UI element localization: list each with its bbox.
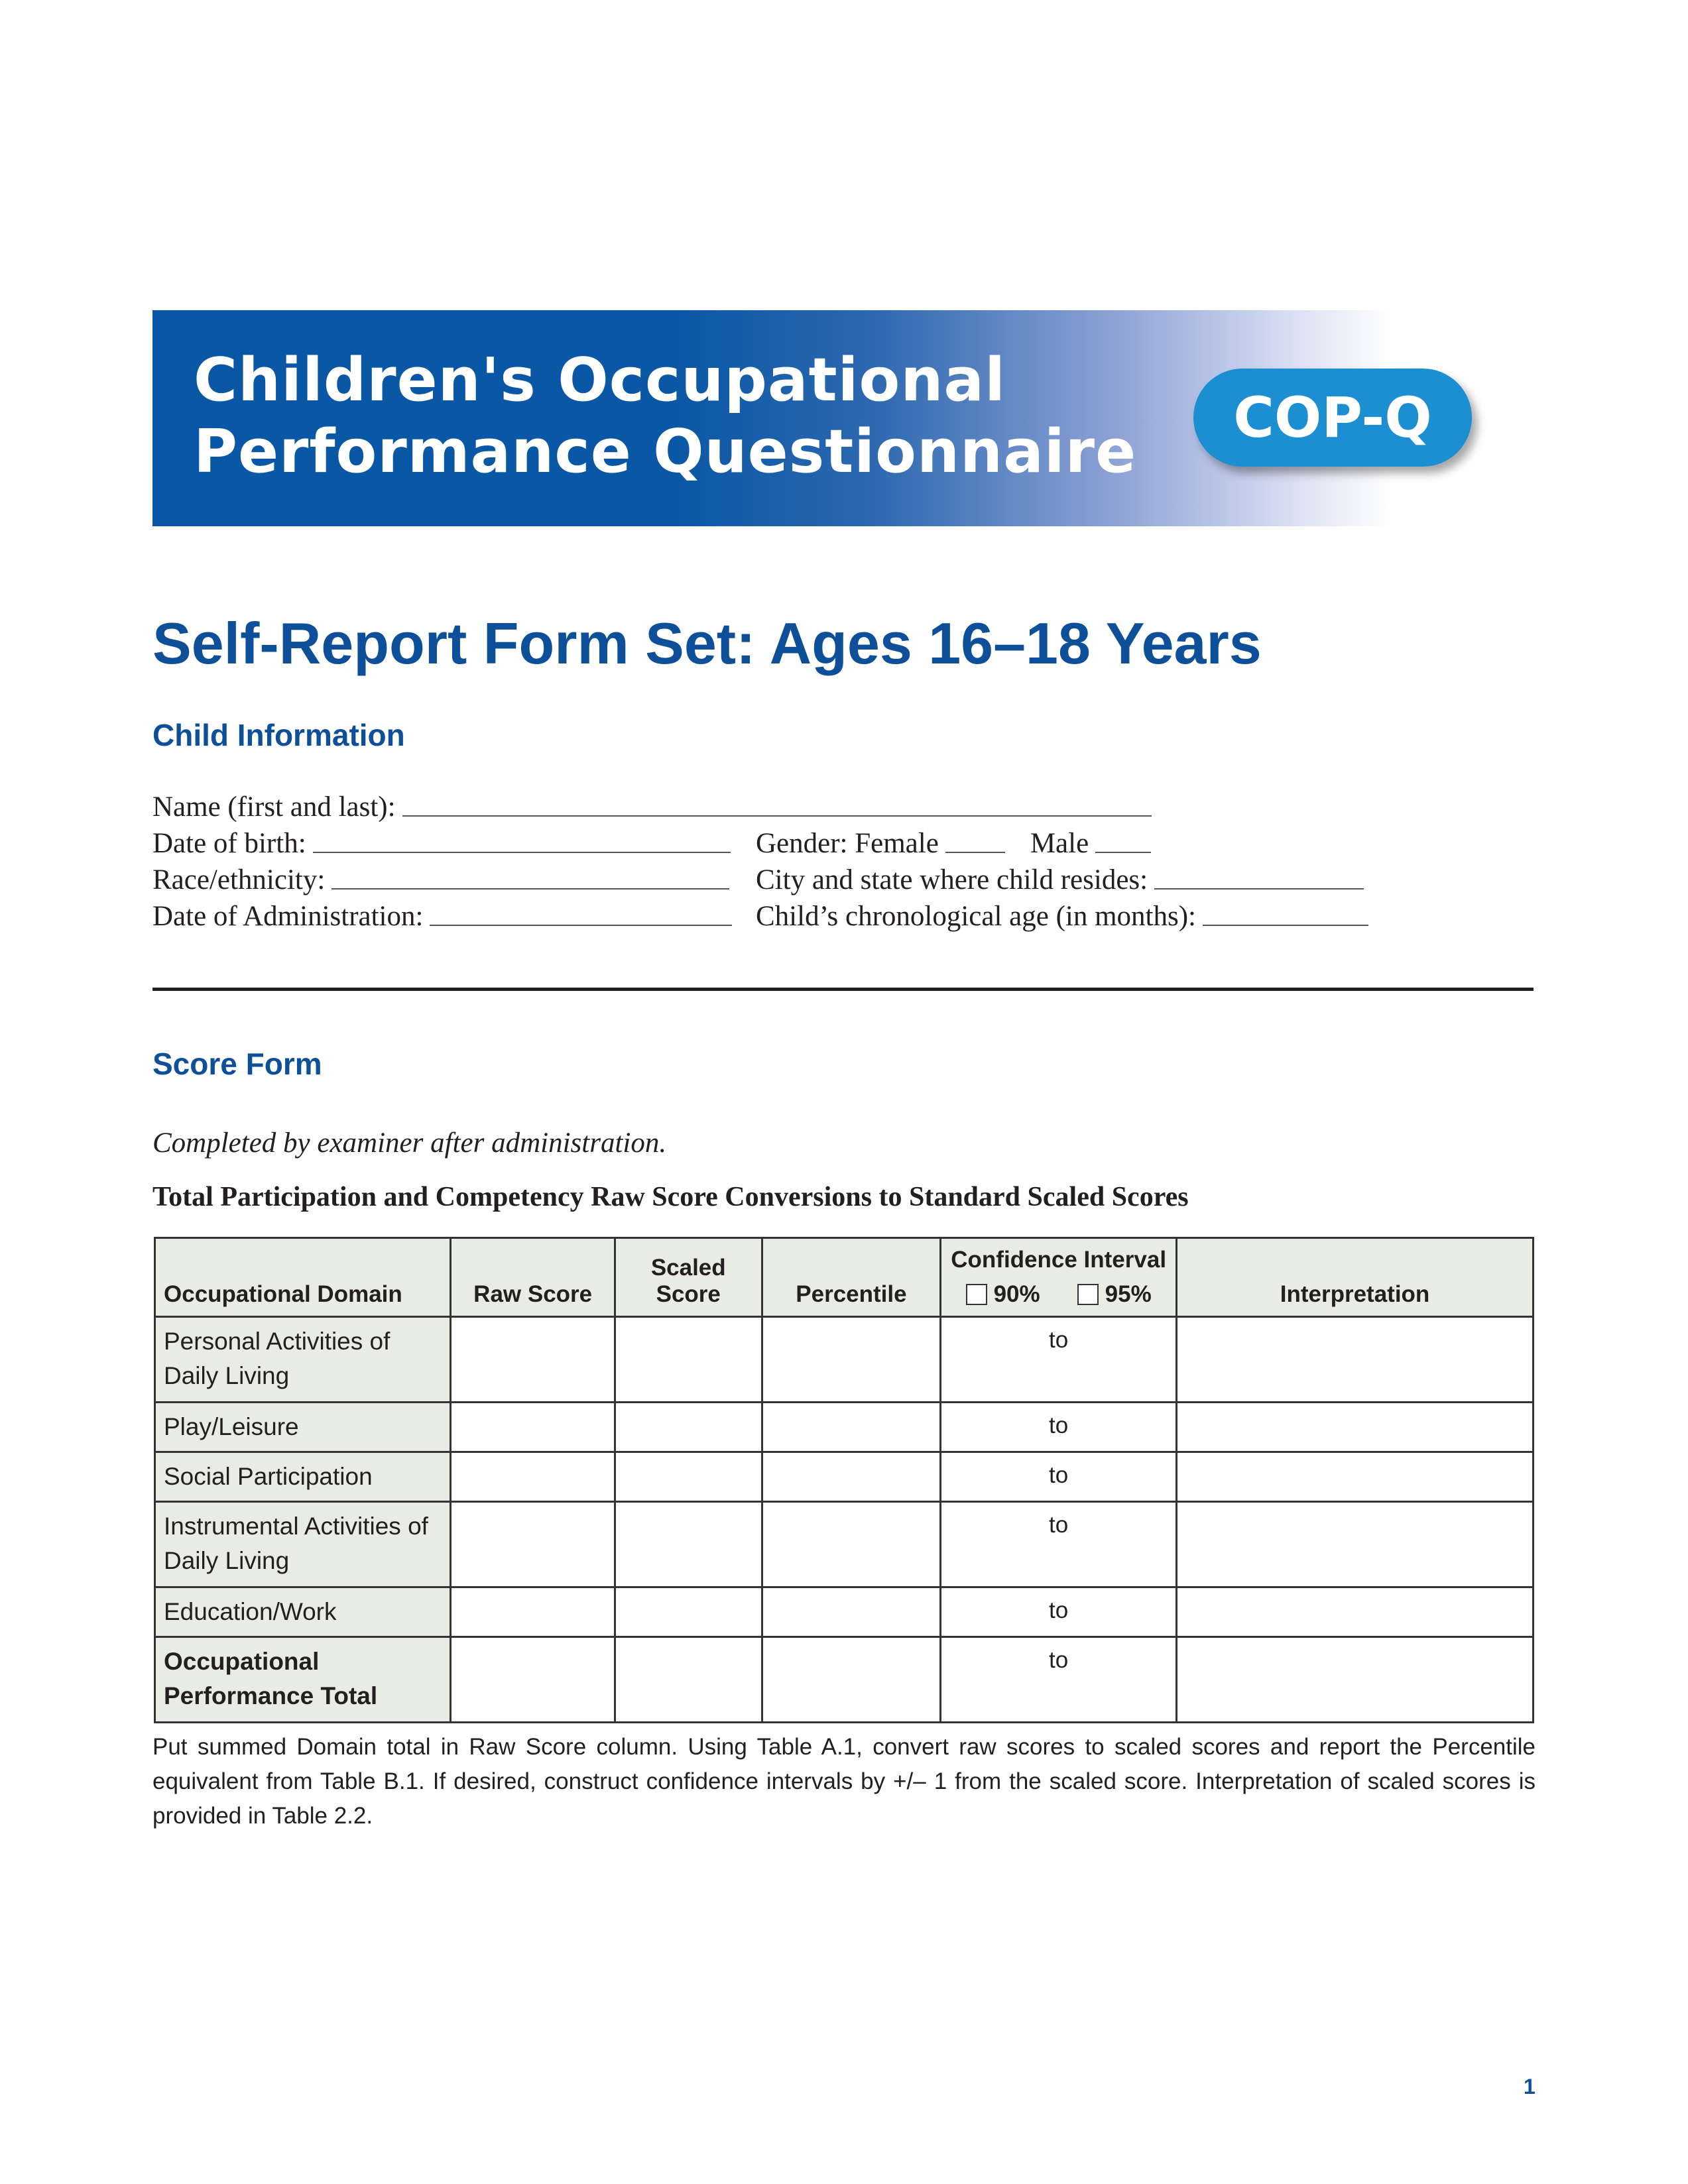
table-row [155, 1317, 1534, 1403]
col-percentile: Percentile [762, 1238, 941, 1317]
scaled-score-cell[interactable] [615, 1587, 762, 1637]
raw-score-cell[interactable] [451, 1502, 615, 1587]
gender-male-label: Male [1030, 828, 1089, 859]
race-field[interactable] [152, 862, 729, 896]
ci-cell[interactable]: to [941, 1502, 1177, 1587]
name-label: Name (first and last): [152, 791, 396, 823]
ci-95-checkbox[interactable] [1077, 1284, 1099, 1305]
table-row [155, 1587, 1534, 1637]
male-line[interactable] [1095, 852, 1151, 853]
interpretation-cell[interactable] [1177, 1403, 1534, 1452]
domain-cell: Education/Work [155, 1587, 451, 1637]
percentile-cell[interactable] [762, 1637, 941, 1723]
raw-score-cell[interactable] [451, 1637, 615, 1723]
domain-cell-total: Occupational Performance Total [155, 1637, 451, 1723]
cop-q-badge: COP-Q [1193, 369, 1472, 467]
page-number: 1 [1524, 2075, 1536, 2098]
percentile-cell[interactable] [762, 1587, 941, 1637]
scaled-score-cell[interactable] [615, 1637, 762, 1723]
percentile-cell[interactable] [762, 1317, 941, 1403]
table-row [155, 1403, 1534, 1452]
race-line[interactable] [332, 888, 729, 890]
score-table [154, 1237, 1534, 1723]
ci-cell[interactable]: to [941, 1637, 1177, 1723]
raw-score-cell[interactable] [451, 1317, 615, 1403]
scaled-score-cell[interactable] [615, 1502, 762, 1587]
title-line-2: Performance Questionnaire [194, 417, 1137, 487]
domain-cell: Personal Activities of Daily Living [155, 1317, 451, 1403]
scaled-score-cell[interactable] [615, 1317, 762, 1403]
ci-cell[interactable]: to [941, 1403, 1177, 1452]
dob-line[interactable] [313, 852, 731, 853]
percentile-cell[interactable] [762, 1403, 941, 1452]
female-line[interactable] [945, 852, 1005, 853]
scoring-instructions: Put summed Domain total in Raw Score column. Using Table A.1, convert raw scores to scaled scores and report the Percentile equivalent from Table B.1. If desired, construct confidence intervals by +/– 1 from the scaled score. Interpretation of scaled scores is provided in Table 2.2. [152, 1734, 1536, 1829]
dob-label: Date of birth: [152, 828, 306, 859]
raw-score-cell[interactable] [451, 1587, 615, 1637]
table-row-total [155, 1637, 1534, 1723]
city-line[interactable] [1154, 888, 1364, 890]
examiner-note: Completed by examiner after administration. [152, 1127, 667, 1159]
title-line-1: Children's Occupational [194, 345, 1006, 415]
questionnaire-title [194, 345, 1136, 488]
interpretation-cell[interactable] [1177, 1587, 1534, 1637]
admin-date-line[interactable] [430, 925, 732, 926]
percentile-cell[interactable] [762, 1452, 941, 1502]
age-line[interactable] [1203, 925, 1368, 926]
domain-cell: Instrumental Activities of Daily Living [155, 1502, 451, 1587]
table-title: Total Participation and Competency Raw Score Conversions to Standard Scaled Scores [152, 1182, 1189, 1212]
ci-title: Confidence Interval [951, 1247, 1167, 1273]
table-row [155, 1502, 1534, 1587]
ci-cell[interactable]: to [941, 1587, 1177, 1637]
city-field[interactable] [756, 862, 1364, 896]
admin-date-label: Date of Administration: [152, 901, 424, 932]
age-label: Child’s chronological age (in months): [756, 901, 1197, 932]
raw-score-cell[interactable] [451, 1452, 615, 1502]
interpretation-cell[interactable] [1177, 1317, 1534, 1403]
col-domain: Occupational Domain [155, 1238, 451, 1317]
table-header-row [155, 1238, 1534, 1317]
domain-cell: Play/Leisure [155, 1403, 451, 1452]
city-label: City and state where child resides: [756, 864, 1148, 895]
interpretation-cell[interactable] [1177, 1637, 1534, 1723]
interpretation-cell[interactable] [1177, 1502, 1534, 1587]
table-row [155, 1452, 1534, 1502]
gender-female-label: Gender: Female [756, 828, 939, 859]
percentile-cell[interactable] [762, 1502, 941, 1587]
scaled-score-cell[interactable] [615, 1403, 762, 1452]
section-divider [152, 988, 1534, 991]
child-information-heading: Child Information [152, 718, 405, 752]
ci-90-checkbox[interactable] [966, 1284, 987, 1305]
domain-cell: Social Participation [155, 1452, 451, 1502]
col-interpretation: Interpretation [1177, 1238, 1534, 1317]
name-field[interactable] [152, 789, 1152, 823]
race-label: Race/ethnicity: [152, 864, 326, 895]
ci-90-option[interactable] [966, 1281, 1040, 1308]
col-raw-score: Raw Score [451, 1238, 615, 1317]
ci-cell[interactable]: to [941, 1452, 1177, 1502]
ci-90-label: 90% [993, 1281, 1040, 1307]
ci-95-label: 95% [1105, 1281, 1152, 1307]
col-scaled-score: Scaled Score [615, 1238, 762, 1317]
interpretation-cell[interactable] [1177, 1452, 1534, 1502]
age-field[interactable] [756, 898, 1368, 933]
score-form-heading: Score Form [152, 1047, 322, 1081]
ci-95-option[interactable] [1077, 1281, 1152, 1308]
ci-cell[interactable]: to [941, 1317, 1177, 1403]
admin-date-field[interactable] [152, 898, 732, 933]
form-title: Self-Report Form Set: Ages 16–18 Years [152, 610, 1262, 676]
name-line[interactable] [402, 815, 1152, 817]
raw-score-cell[interactable] [451, 1403, 615, 1452]
scaled-score-cell[interactable] [615, 1452, 762, 1502]
col-confidence-interval [941, 1238, 1177, 1317]
gender-field[interactable] [756, 825, 1151, 860]
dob-field[interactable] [152, 825, 731, 860]
